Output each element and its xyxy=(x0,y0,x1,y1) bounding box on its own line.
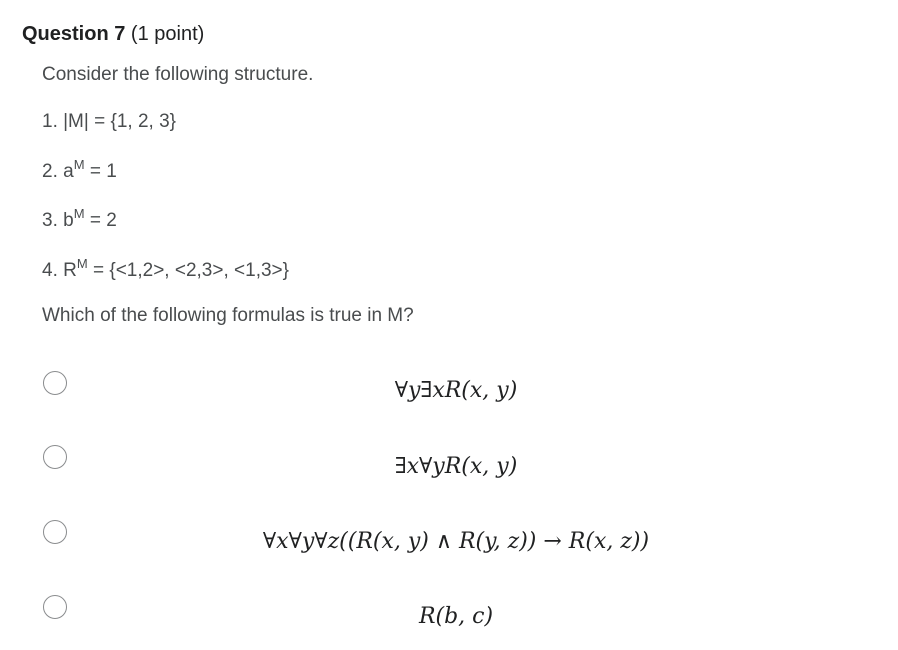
structure-item-4-value: = {<1,2>, <2,3>, <1,3>} xyxy=(87,260,289,281)
structure-item-2-superscript: M xyxy=(73,156,85,172)
structure-item-1-text: 1. |M| = {1, 2, 3} xyxy=(42,111,176,132)
structure-item-2-value: = 1 xyxy=(84,161,117,182)
question-title: Question 7 xyxy=(22,23,126,45)
question-points: (1 point) xyxy=(130,23,205,45)
answer-option-1[interactable] xyxy=(0,358,898,408)
structure-item-3-symbol: 3. b xyxy=(42,210,74,231)
option-3-formula: ∀x∀y∀z((R(x, y) ∧ R(y, z)) → R(x, z)) xyxy=(262,529,650,554)
option-1-formula: ∀y∃xR(x, y) xyxy=(394,378,518,403)
structure-item-3 xyxy=(42,205,117,234)
answer-option-4[interactable] xyxy=(0,582,898,632)
answer-option-3[interactable] xyxy=(0,507,898,557)
structure-item-4-symbol: 4. R xyxy=(42,260,77,281)
structure-item-3-value: = 2 xyxy=(84,210,117,231)
question-prompt: Which of the following formulas is true in M? xyxy=(42,305,414,326)
structure-item-1 xyxy=(42,109,176,135)
structure-item-4-superscript: M xyxy=(76,255,88,271)
structure-item-2-symbol: 2. a xyxy=(42,161,74,182)
structure-item-3-superscript: M xyxy=(73,205,85,221)
question-intro: Consider the following structure. xyxy=(42,64,314,85)
answer-option-2[interactable] xyxy=(0,432,898,482)
structure-item-4 xyxy=(42,255,289,284)
structure-item-2 xyxy=(42,156,117,185)
question-header xyxy=(22,20,204,48)
option-2-formula: ∃x∀yR(x, y) xyxy=(394,454,518,479)
option-4-formula: R(b, c) xyxy=(418,604,494,629)
